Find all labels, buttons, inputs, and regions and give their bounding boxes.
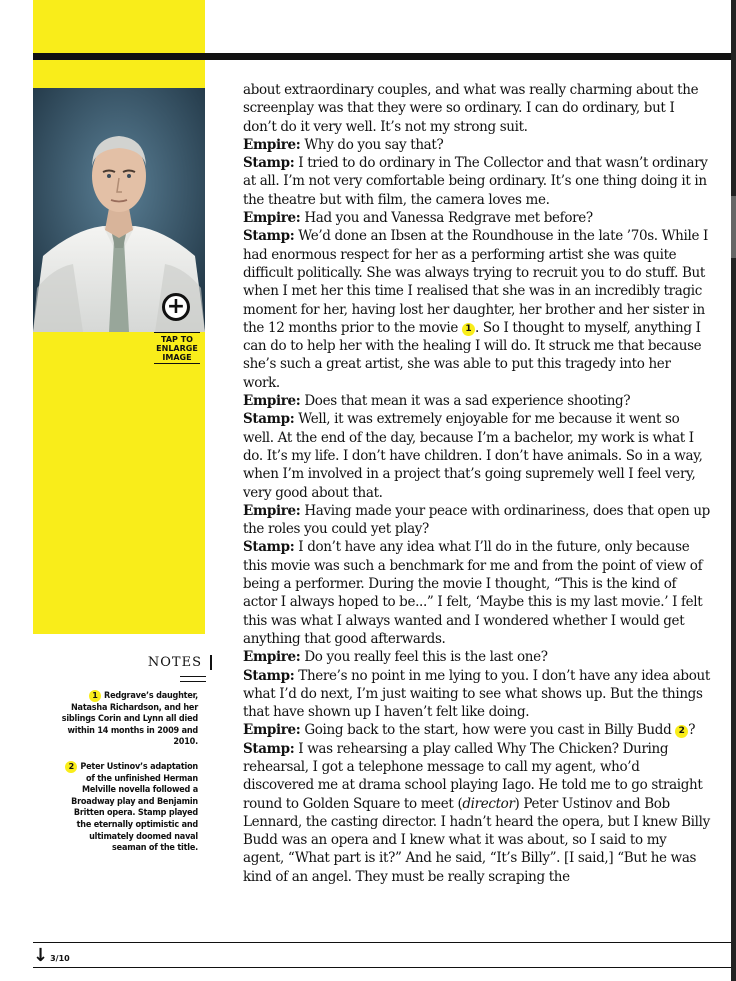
article-body bbox=[243, 81, 711, 886]
enlarge-label-line: TAP TO bbox=[161, 335, 193, 344]
question: Empire: Having made your peace with ordinariness, does that open up the roles you could yet play? bbox=[243, 502, 710, 538]
answer: Stamp: Well, it was extremely enjoyable for me because it went so well. At the end of the day, because I’m a bachelor, my work is what I do. It’s my life. I don’t have children. I don’t have animals. So in a way, when I’m involved in a project that’s going supremely well I feel very, very good about that. bbox=[243, 411, 703, 501]
question: Empire: Had you and Vanessa Redgrave met before? bbox=[243, 210, 593, 227]
speaker: Empire: bbox=[243, 502, 301, 519]
speaker: Stamp: bbox=[243, 539, 295, 556]
note-item: 1 Redgrave’s daughter, Natasha Richardson, and her siblings Corin and Lynn all died within 14 months in 2009 and 2010. bbox=[61, 691, 198, 748]
note-number: 2 bbox=[65, 761, 77, 773]
speaker: Empire: bbox=[243, 210, 301, 227]
top-rule bbox=[33, 53, 731, 60]
footnote-ref-2[interactable]: 2 bbox=[675, 725, 688, 738]
speaker: Stamp: bbox=[243, 740, 295, 757]
speaker: Stamp: bbox=[243, 667, 295, 684]
answer: Stamp: I don’t have any idea what I’ll do in the future, only because this movie was such a benchmark for me and from the point of view of being a performer. During the movie I thought, “This is the kind of actor I always hoped to be...” I felt, ‘Maybe this is my last movie.’ I felt this was what I always wanted and I wondered whether I would get anything that good afterwards. bbox=[243, 539, 703, 647]
question: Empire: Going back to the start, how were you cast in Billy Budd 2 ? bbox=[243, 722, 696, 739]
notes-panel bbox=[60, 655, 206, 867]
notes-title: NOTES bbox=[60, 655, 212, 670]
page-indicator[interactable] bbox=[33, 946, 70, 965]
page-number: 3/10 bbox=[50, 954, 70, 963]
arrow-down-icon: ↓ bbox=[33, 945, 49, 966]
question: Empire: Does that mean it was a sad experience shooting? bbox=[243, 393, 631, 410]
footer-rule-top bbox=[33, 942, 731, 943]
enlarge-image-label[interactable] bbox=[154, 332, 200, 364]
footer-rule-bottom bbox=[33, 967, 731, 968]
speaker: Empire: bbox=[243, 136, 301, 153]
speaker: Stamp: bbox=[243, 155, 295, 172]
answer: Stamp: I was rehearsing a play called Why The Chicken? During rehearsal, I got a telephone message to call my agent, who’d discovered me at drama school playing Iago. He told me to go straight round to Golden Square to meet (director) Peter Ustinov and Bob Lennard, the casting director. I hadn’t heard the opera, but I knew Billy Budd was an opera and I knew what it was about, so I said to my agent, “What part is it?” And he said, “It’s Billy”. [I said,] “But he was kind of an angel. They must be really scraping the bbox=[243, 740, 710, 885]
enlarge-label-line: IMAGE bbox=[162, 353, 192, 362]
page-edge-strip bbox=[731, 0, 736, 981]
speaker: Empire: bbox=[243, 393, 301, 410]
speaker: Empire: bbox=[243, 722, 301, 739]
enlarge-image-button[interactable] bbox=[162, 293, 190, 321]
notes-divider bbox=[180, 676, 206, 682]
answer: Stamp: I tried to do ordinary in The Collector and that wasn’t ordinary at all. I’m not very comfortable being ordinary. It’s one thing doing it in the theatre but with film, the camera loves me. bbox=[243, 155, 708, 208]
plus-icon: + bbox=[166, 294, 186, 319]
note-number: 1 bbox=[89, 690, 101, 702]
article-paragraph: about extraordinary couples, and what was really charming about the screenplay was that they were so ordinary. I can do ordinary, but I don’t do it very well. It’s not my strong suit. bbox=[243, 82, 699, 135]
question: Empire: Do you really feel this is the last one? bbox=[243, 649, 548, 666]
question: Empire: Why do you say that? bbox=[243, 136, 444, 153]
speaker: Stamp: bbox=[243, 228, 295, 245]
answer: Stamp: We’d done an Ibsen at the Roundhouse in the late ’70s. While I had enormous respect for her as a performing artist she was quite difficult politically. She was always trying to recruit you to do stuff. But when I met her this time I realised that she was in an incredibly tragic moment for her, having lost her daughter, her brother and her sister in the 12 months prior to the movie 1 . So I thought to myself, anything I can do to help her with the healing I will do. It struck me that because she’s such a great artist, she was able to put this tragedy into her work. bbox=[243, 228, 709, 391]
scroll-marker bbox=[731, 196, 736, 258]
speaker: Stamp: bbox=[243, 411, 295, 428]
footnote-ref-1[interactable]: 1 bbox=[462, 323, 475, 336]
answer: Stamp: There’s no point in me lying to you. I don’t have any idea about what I’d do next, I’m just waiting to see what shows up. But the things that have shown up I haven’t felt like doing. bbox=[243, 667, 710, 721]
note-item: 2 Peter Ustinov’s adaptation of the unfinished Herman Melville novella followed a Broadway play and Benjamin Britten opera. Stamp played the eternally optimistic and ultimately doomed naval seaman of the title. bbox=[60, 761, 206, 855]
enlarge-label-line: ENLARGE bbox=[156, 344, 198, 353]
speaker: Empire: bbox=[243, 649, 301, 666]
